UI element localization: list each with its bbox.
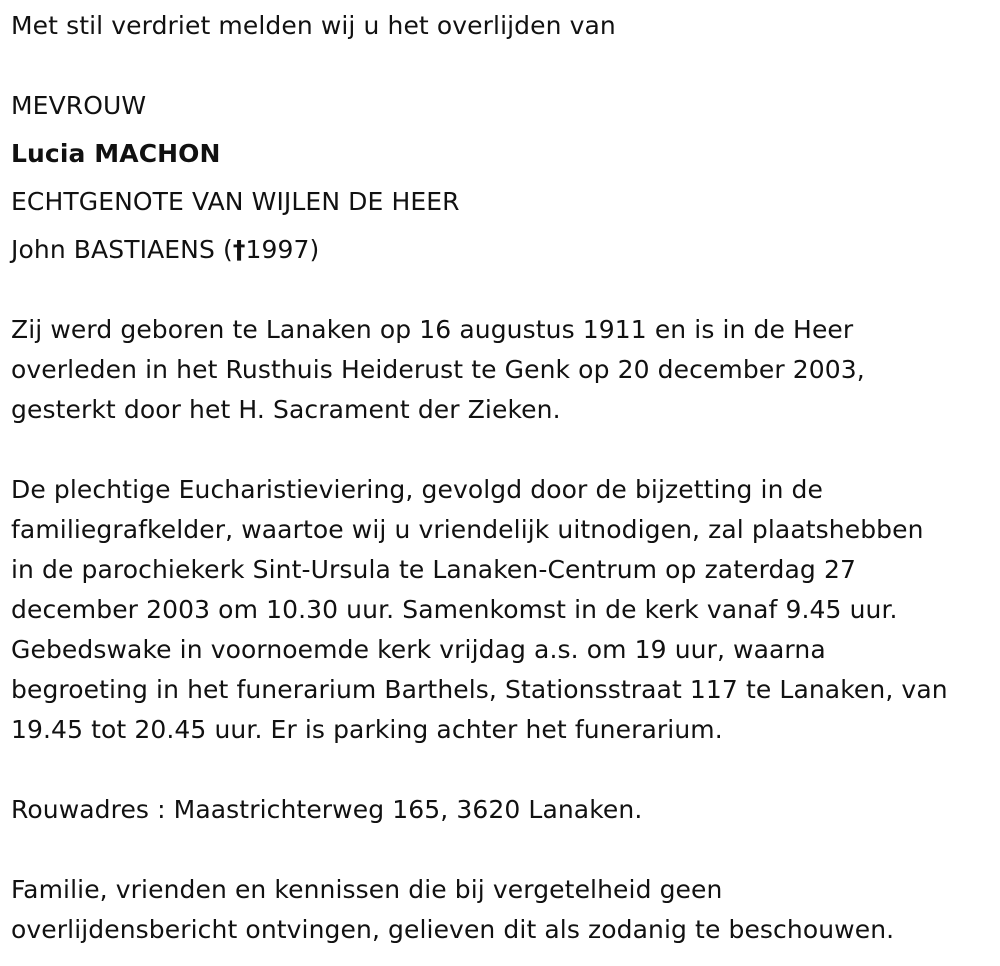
ceremony-line: december 2003 om 10.30 uur. Samenkomst in de kerk vanaf 9.45 uur. [11,595,898,624]
ceremony-line: 19.45 tot 20.45 uur. Er is parking achter het funerarium. [11,715,723,744]
cross-icon: † [232,235,246,264]
intro-text: Met stil verdriet melden wij u het overlijden van [11,11,616,40]
deceased-name: Lucia MACHON [11,139,221,168]
ceremony-line: Gebedswake in voornoemde kerk vrijdag a.s. om 19 uur, waarna [11,635,826,664]
ceremony-line: familiegrafkelder, waartoe wij u vriendelijk uitnodigen, zal plaatshebben [11,515,924,544]
closing-line: overlijdensbericht ontvingen, gelieven dit als zodanig te beschouwen. [11,915,895,944]
mourning-address: Rouwadres : Maastrichterweg 165, 3620 Lanaken. [11,795,643,824]
ceremony-line: begroeting in het funerarium Barthels, Stationsstraat 117 te Lanaken, van [11,675,948,704]
spouse-death-year: 1997) [245,235,320,264]
spouse-name: John BASTIAENS ( [11,235,233,264]
closing-line: Familie, vrienden en kennissen die bij vergetelheid geen [11,875,723,904]
deceased-title: MEVROUW [11,91,147,120]
birth-death-line: Zij werd geboren te Lanaken op 16 augustus 1911 en is in de Heer [11,315,854,344]
ceremony-line: De plechtige Eucharistieviering, gevolgd door de bijzetting in de [11,475,824,504]
birth-death-line: overleden in het Rusthuis Heiderust te Genk op 20 december 2003, [11,355,865,384]
spouse-line [11,230,319,270]
birth-death-line: gesterkt door het H. Sacrament der Zieken. [11,395,561,424]
deceased-relation: ECHTGENOTE VAN WIJLEN DE HEER [11,187,460,216]
ceremony-line: in de parochiekerk Sint-Ursula te Lanaken-Centrum op zaterdag 27 [11,555,856,584]
